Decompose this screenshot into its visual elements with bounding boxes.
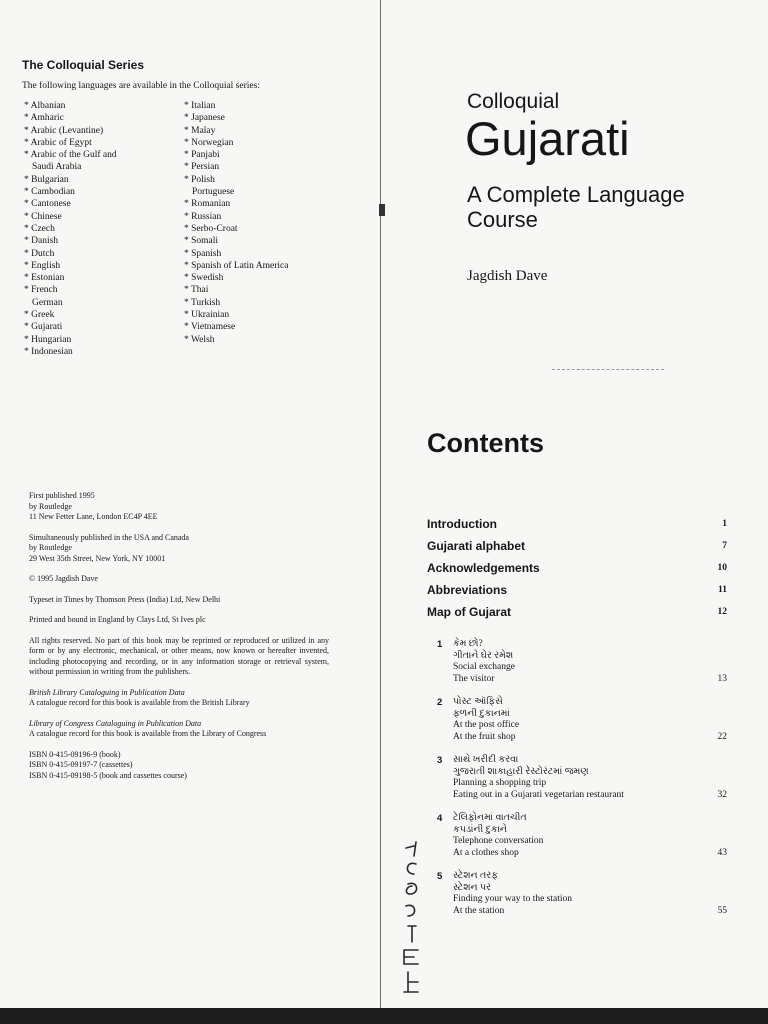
unit-english-title: Telephone conversation (453, 836, 544, 846)
scan-bottom-edge (0, 1008, 768, 1024)
language-item: * Romanian (184, 199, 231, 210)
unit-gujarati-title: સ્ટેશન તરફ (453, 871, 499, 881)
language-item: * Albanian (24, 101, 66, 111)
entry-title: Introduction (427, 517, 497, 531)
catalogue-heading: Library of Congress Cataloguing in Publication Data (29, 718, 202, 728)
subtitle-line: Course (467, 207, 538, 232)
language-item: * Norwegian (184, 137, 234, 148)
unit-english-title: At the post office (453, 720, 520, 730)
unit-gujarati-title: ગીતાને ઘેર રમેશ (453, 650, 514, 661)
unit-gujarati-title: ટેલિફોનમાં વાતચીત (453, 813, 527, 823)
imprint-line: Typeset in Times by Thomson Press (India) Ltd, New Delhi (29, 594, 221, 604)
unit-entry (437, 755, 727, 801)
subtitle-line: A Complete Language (467, 182, 685, 207)
language-item: * Serbo-Croat (184, 223, 238, 234)
contents-entry (427, 583, 727, 597)
unit-number: 1 (437, 639, 443, 650)
book-author: Jagdish Dave (467, 268, 548, 284)
imprint-line: A catalogue record for this book is available from the Library of Congress (29, 729, 267, 738)
imprint-line: 11 New Fetter Lane, London EC4P 4EE (29, 512, 158, 521)
book-subtitle (467, 182, 727, 232)
unit-number: 2 (437, 697, 443, 708)
unit-gujarati-title: સ્ટેશન પર (453, 882, 492, 893)
language-item: Saudi Arabia (32, 162, 82, 173)
language-item: * Amharic (24, 113, 64, 124)
entry-title: Map of Gujarat (427, 605, 512, 619)
language-item: * Welsh (184, 334, 215, 345)
unit-english-title: Planning a shopping trip (453, 778, 547, 788)
entry-page: 12 (717, 607, 727, 617)
unit-entry (437, 639, 727, 685)
language-item: * Swedish (184, 273, 224, 284)
language-item: * Somali (184, 236, 219, 247)
entry-title: Gujarati alphabet (427, 539, 526, 553)
entry-page: 10 (717, 563, 727, 573)
unit-english-title: At the fruit shop (453, 731, 516, 742)
contents-entry (427, 561, 727, 575)
contents-entry (427, 517, 727, 531)
imprint-line: by Routledge (29, 543, 72, 552)
unit-english-title: Social exchange (453, 662, 515, 672)
unit-english-title: The visitor (453, 673, 495, 684)
language-item: * Vietnamese (184, 322, 236, 333)
language-item: German (32, 297, 63, 308)
language-item: * Japanese (184, 113, 225, 124)
language-item: * Russian (184, 211, 222, 222)
title-series-word: Colloquial (467, 90, 560, 113)
language-item: * Greek (24, 310, 55, 321)
isbn-line: ISBN 0-415-09198-5 (book and cassettes course) (29, 770, 187, 780)
unit-english-title: At a clothes shop (453, 847, 519, 858)
scan-mark (379, 204, 385, 216)
language-item: * Arabic of the Gulf and (24, 150, 117, 161)
language-item: * French (24, 285, 58, 296)
language-list-column-1 (24, 100, 117, 358)
entry-title: Acknowledgements (427, 561, 540, 575)
imprint-block (29, 491, 329, 781)
unit-page: 13 (717, 673, 727, 684)
language-item: * Polish (184, 174, 215, 185)
language-item: * Cantonese (24, 199, 71, 210)
copyright-line: © 1995 Jagdish Dave (29, 574, 98, 583)
language-item: * Bulgarian (24, 174, 69, 185)
page-fold-line (380, 0, 381, 1024)
language-item: * Danish (24, 236, 59, 247)
unit-page: 55 (717, 905, 727, 916)
entry-page: 1 (722, 519, 727, 529)
language-item: * Spanish (184, 248, 222, 259)
imprint-line: 29 West 35th Street, New York, NY 10001 (29, 553, 166, 563)
language-item: * Arabic of Egypt (24, 137, 92, 148)
unit-english-title: Eating out in a Gujarati vegetarian restaurant (453, 789, 624, 800)
unit-number: 5 (437, 871, 443, 882)
imprint-line: Simultaneously published in the USA and Canada (29, 532, 189, 542)
catalogue-heading: British Library Cataloguing in Publication Data (29, 687, 185, 697)
language-item: * Indonesian (24, 346, 73, 357)
imprint-line: by Routledge (29, 501, 72, 511)
contents-entry (427, 605, 727, 619)
language-item: * English (24, 260, 61, 271)
language-item: * Gujarati (24, 322, 63, 333)
language-list-column-2 (184, 100, 288, 346)
unit-gujarati-title: પોસ્ટ ઑફિસે (453, 697, 503, 707)
unit-gujarati-title: કેમ છો? (453, 639, 483, 649)
language-item: * Panjabi (184, 150, 220, 161)
contents-entry (427, 539, 727, 553)
language-item: * Dutch (24, 248, 55, 259)
language-item: * Czech (24, 223, 55, 234)
unit-english-title: At the station (453, 905, 505, 916)
book-title: Gujarati (465, 112, 630, 165)
language-item: * Turkish (184, 297, 221, 308)
isbn-line: ISBN 0-415-09196-9 (book) (29, 749, 121, 759)
language-item: * Italian (184, 101, 216, 111)
imprint-line: A catalogue record for this book is available from the British Library (29, 698, 250, 707)
unit-entry (437, 697, 727, 743)
unit-gujarati-title: કપડાંની દુકાને (453, 824, 508, 835)
unit-page: 32 (717, 789, 727, 800)
language-item: * Arabic (Levantine) (24, 125, 104, 136)
unit-gujarati-title: ગુજરાતી શાકાહારી રેસ્ટોરંટમાં જમણ (453, 766, 589, 777)
language-item: * Hungarian (24, 334, 72, 345)
rights-notice: All rights reserved. No part of this book may be reprinted or reproduced or utilized in any form or by any electronic, mechanical, or other means, now known or hereafter invented, including photocopying and recording, or in any information storage or retrieval system, without permission in writing from the publishers. (29, 635, 329, 676)
series-intro: The following languages are available in the Colloquial series: (22, 81, 260, 91)
language-item: * Estonian (24, 273, 65, 284)
series-heading: The Colloquial Series (22, 58, 145, 72)
unit-gujarati-title: ફળની દુકાનમાં (453, 708, 510, 719)
language-item: * Cambodian (24, 187, 75, 198)
unit-gujarati-title: સાથે ખરીદી કરવા (453, 755, 519, 765)
imprint-line: Printed and bound in England by Clays Ltd, St Ives plc (29, 615, 206, 624)
handwritten-margin-note (386, 840, 426, 1000)
unit-page: 22 (717, 731, 727, 742)
language-item: Portuguese (192, 187, 235, 198)
entry-title: Abbreviations (427, 583, 508, 597)
contents-heading: Contents (427, 428, 544, 458)
language-item: * Thai (184, 285, 209, 296)
unit-number: 3 (437, 755, 443, 766)
unit-english-title: Finding your way to the station (453, 894, 573, 904)
entry-page: 7 (722, 541, 727, 551)
entry-page: 11 (718, 585, 727, 595)
unit-entry (437, 871, 727, 917)
imprint-line: First published 1995 (29, 491, 95, 500)
unit-number: 4 (437, 813, 443, 824)
language-item: * Ukrainian (184, 310, 230, 321)
isbn-line: ISBN 0-415-09197-7 (cassettes) (29, 760, 133, 769)
language-item: * Spanish of Latin America (184, 260, 289, 271)
unit-page: 43 (717, 847, 727, 858)
language-item: * Chinese (24, 211, 62, 222)
scan-smudge (552, 369, 664, 372)
language-item: * Malay (184, 125, 216, 136)
language-item: * Persian (184, 162, 220, 173)
unit-entry (437, 813, 727, 859)
